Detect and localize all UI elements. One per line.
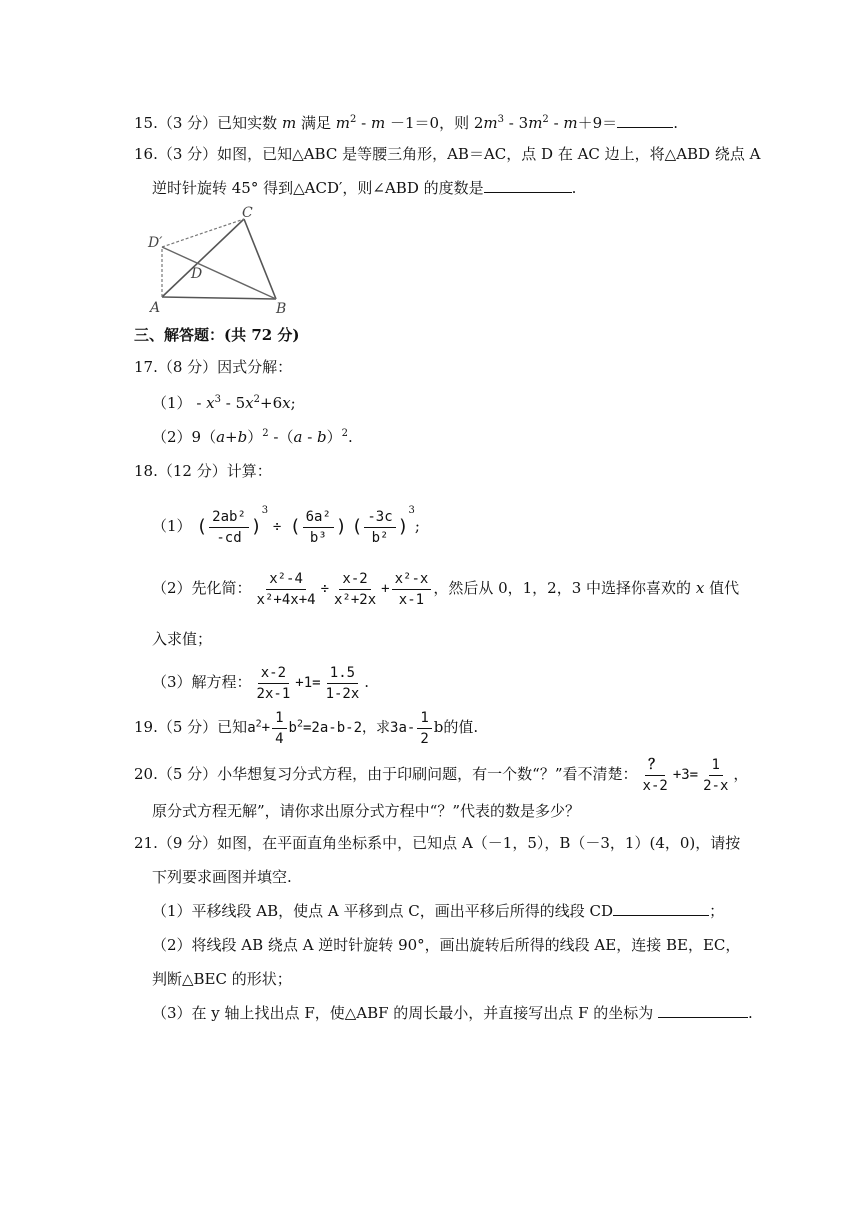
section-3-heading: 三、解答题：(共 72 分) [134,326,300,344]
question-21-line-1: 21.（9 分）如图，在平面直角坐标系中，已知点 A（－1，5），B（－3，1）(4，0)，请按 [134,834,741,852]
question-20-line-1: 20.（5 分）小华想复习分式方程，由于印刷问题，有一个数“？”看不清楚： $\frac{?}{x-2}$ +3= $\frac{1}{2-x}$ ， [134,756,749,794]
question-20-line-2: 原分式方程无解”，请你求出原分式方程中“？”代表的数是多少？ [152,802,581,820]
label-a: A [150,300,161,316]
label-d: D [191,266,203,282]
question-21-part-2: （2）将线段 AB 绕点 A 逆时针旋转 90°，画出旋转后所得的线段 AE，连接 BE，EC， [152,936,741,954]
fraction: $\frac{x-2}{\text{x²+2x}}$ [334,570,377,608]
answer-blank-16[interactable] [484,178,572,193]
fraction: $\frac{?}{x-2}$ [642,756,668,794]
question-16-line-2: 逆时针旋转 45° 得到△ACD′，则∠ABD 的度数是 . [152,179,577,197]
fraction: $\frac{\text{6a²}}{\text{b³}}$ [303,508,334,547]
triangle-figure [144,204,294,316]
label-b: B [276,301,287,316]
question-17-part-2: $(2)9(a+b)^2$ -（a - b）$^2$. [152,428,353,446]
question-18: 18.（12 分）计算： [134,462,272,480]
fraction: $\frac{\text{x²-4}}{\text{x²+4x+4}}$ [256,570,316,608]
question-16-line-1: 16.（3 分）如图，已知△ABC 是等腰三角形，AB＝AC，点 D 在 AC 边上，将△ABD 绕点 A [134,145,761,163]
question-21-part-3: （3）在 y 轴上找出点 F，使△ABF 的周长最小，并直接写出点 F 的坐标为 . [152,1004,753,1022]
segment-d-prime-c [162,219,244,247]
question-15: 15.（3 分）已知实数 m 满足 $m^2 - m -1=0$，则 $2m^3 - 3m^2 - m+9=$ . [134,114,678,132]
fraction: $\frac{\text{2ab²}}{-cd}$ [209,508,249,547]
segment-ab [162,297,276,299]
question-21-line-2: 下列要求画图并填空. [152,868,292,886]
question-18-part-2: （2）先化简： $\frac{\text{x²-4}}{\text{x²+4x+4}}$ ÷ $\frac{x-2}{\text{x²+2x}}$ + $\frac{\text{x²-x}}{x-1}$ ，然后从 0，1，2，3 中选择你喜欢的 x 值代 [152,570,740,608]
question-17-part-1: $(1) - x^3 - 5x^2+6x$; [152,394,296,412]
question-18-part-3: （3）解方程： $\frac{x-2}{2x-1}$ +1= $\frac{1.5}{1-2x}$ . [152,664,370,702]
fraction: $\frac{1.5}{1-2x}$ [325,664,360,702]
question-21-part-1: （1）平移线段 AB，使点 A 平移到点 C，画出平移后所得的线段 CD ； [152,902,725,920]
fraction: $\frac{\text{x²-x}}{x-1}$ [392,570,432,609]
fraction: $\frac{1}{4}$ [272,709,286,748]
answer-blank-21-3[interactable] [658,1003,748,1018]
fraction: $\frac{x-2}{2x-1}$ [256,664,291,702]
question-17: 17.（8 分）因式分解： [134,358,293,376]
segment-ac [162,219,244,297]
answer-blank-21-1[interactable] [613,901,709,916]
fraction: $\frac{1}{2}$ [417,709,431,748]
answer-blank-15[interactable] [617,113,673,128]
question-18-part-2-cont: 入求值； [152,630,213,648]
question-19: 19.（5 分）已知$a^2+$ $\frac{1}{4}$ $b^2=2a-b-2$，求3a- $\frac{1}{2}$ b的值. [134,709,479,747]
question-21-part-2-cont: 判断△BEC 的形状； [152,970,292,988]
label-d-prime: D′ [148,235,163,251]
fraction: $\frac{-3c}{\text{b²}}$ [364,508,395,547]
label-c: C [242,205,253,221]
question-18-part-1: （1） ( $\frac{\text{2ab²}}{-cd}$ )$^3$ ÷ ( $\frac{\text{6a²}}{\text{b³}}$ ) ( $\frac{-3c}{\text{b²}}$ )$^3$; [152,505,420,546]
fraction: $\frac{1}{2-x}$ [703,756,729,794]
